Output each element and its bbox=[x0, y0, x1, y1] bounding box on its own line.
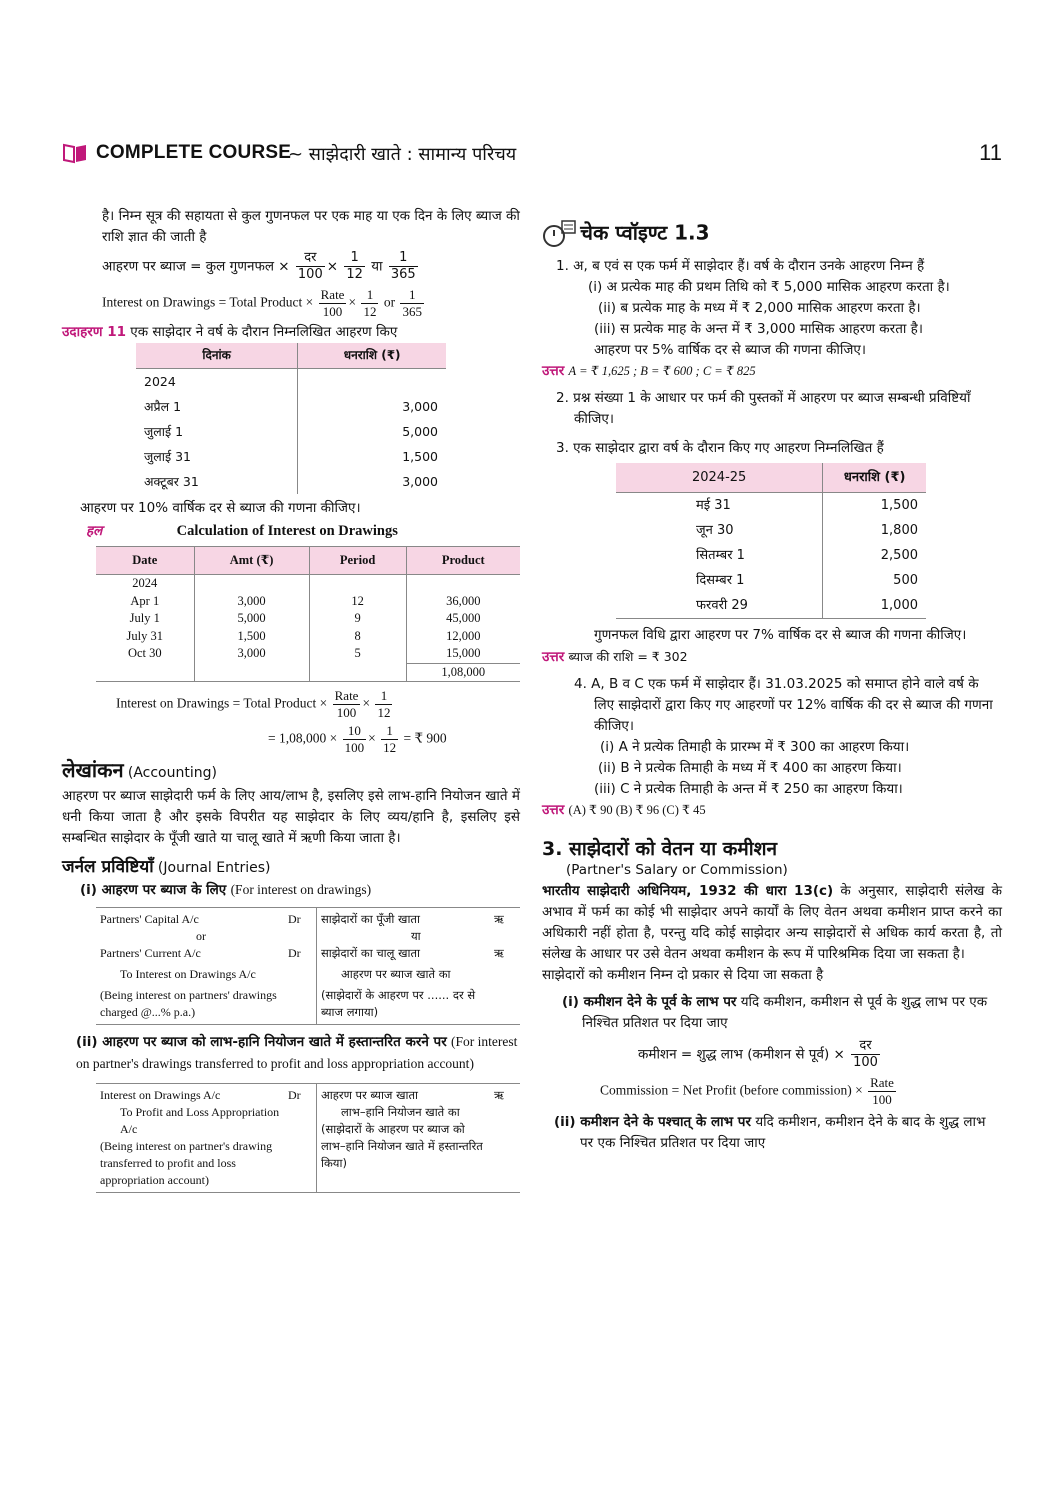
accounting-text: आहरण पर ब्याज साझेदारी फर्म के लिए आय/लाभ है, इसलिए इसे लाभ-हानि नियोजन खाते में धनी किया जाता है और इसके विपरीत यह साझेदार के लिए व्यय/हानि है, इसलिए इसे सम्बन्धित साझेदार के पूँजी खाते या चालू खाते में ऋणी किया जाता है। bbox=[62, 788, 520, 846]
question-1-item-1: (i) अ प्रत्येक माह की प्रथम तिथि को ₹ 5,000 मासिक आहरण करता है। bbox=[588, 279, 950, 295]
checkpoint-heading: चेक प्वॉइण्ट 1.3 bbox=[542, 218, 1002, 252]
solution-heading: हल Calculation of Interest on Drawings bbox=[86, 523, 398, 539]
page-header bbox=[62, 140, 1002, 170]
section-3-line: साझेदारों को कमीशन निम्न दो प्रकार से दिया जा सकता है bbox=[542, 967, 824, 983]
question-3-end: गुणनफल विधि द्वारा आहरण पर 7% वार्षिक दर से ब्याज की गणना कीजिए। bbox=[594, 627, 967, 643]
commission-1: (i) कमीशन देने के पूर्व के लाभ पर यदि कमीशन, कमीशन से पूर्व के शुद्ध लाभ पर एक निश्चित प्रतिशत पर दिया जाए bbox=[562, 994, 988, 1031]
accounting-heading: लेखांकन (Accounting) bbox=[62, 758, 217, 782]
answer-4: उत्तर (A) ₹ 90 (B) ₹ 96 (C) ₹ 45 bbox=[542, 802, 706, 818]
section-3-text: भारतीय साझेदारी अधिनियम, 1932 की धारा 13(c) के अनुसार, साझेदारी संलेख के अभाव में फर्म का कोई भी साझेदार अपने कार्यों के लिए वेतन अथवा कमीशन प्राप्त करने का अधिकारी नहीं होता है, परन्तु यदि कोई साझेदार अन्य साझेदारों से अधिक कार्य करता है, तो संलेख के आधार पर उसे वेतन अथवा कमीशन के रूप में पारिश्रमिक दिया जा सकता है। bbox=[542, 883, 1002, 962]
question-3-table: 2024-25 धनराशि (₹) मई 31 1,500 जून 30 1,800 सितम्बर 1 2,500 दिसम्बर 1 500 फरवरी 29 1,000 bbox=[616, 463, 926, 619]
question-4: 4. A, B व C एक फर्म में साझेदार हैं। 31.03.2025 को समाप्त होने वाले वर्ष के लिए साझेदारों द्वारा किए गए आहरणों पर 12% वार्षिक की दर से ब्याज की गणना कीजिए। bbox=[574, 676, 993, 734]
page-number: 11 bbox=[979, 140, 1002, 165]
commission-formula-english: Commission = Net Profit (before commission) × $\frac{\text{Rate}}{100}$ bbox=[600, 1075, 894, 1107]
question-4-item-2: (ii) B ने प्रत्येक तिमाही के मध्य में ₹ 400 का आहरण किया। bbox=[598, 760, 902, 776]
example-question: आहरण पर 10% वार्षिक दर से ब्याज की गणना कीजिए। bbox=[80, 500, 361, 516]
calc-line-1: Interest on Drawings = Total Product × $\frac{\text{Rate}}{100}$ × $\frac{1}{12}$ bbox=[116, 688, 391, 720]
question-1-item-3: (iii) स प्रत्येक माह के अन्त में ₹ 3,000 मासिक आहरण करता है। bbox=[594, 321, 923, 337]
question-4-item-1: (i) A ने प्रत्येक तिमाही के प्रारम्भ में ₹ 300 का आहरण किया। bbox=[600, 739, 910, 755]
answer-3: उत्तर ब्याज की राशि = ₹ 302 bbox=[542, 649, 688, 665]
left-column bbox=[62, 206, 520, 1193]
example-table: दिनांक धनराशि (₹) 2024 अप्रैल 1 3,000 जुलाई 1 5,000 जुलाई 31 1,500 अक्टूबर 31 3,000 bbox=[136, 343, 446, 494]
question-2: 2. प्रश्न संख्या 1 के आधार पर फर्म की पुस्तकों में आहरण पर ब्याज सम्बन्धी प्रविष्टियाँ कीजिए। bbox=[556, 390, 971, 427]
formula-english: Interest on Drawings = Total Product × $\frac{\text{Rate}}{100}$ × $\frac{1}{12}$ or $\frac{1}{365}$ bbox=[102, 287, 422, 319]
solution-table: Date Amt (₹) Period Product 2024 Apr 1 3,000 12 36,000 July 1 5,000 9 45,000 July 31 1,500 8 12,000 Oct 30 3,000 5 15,000 1,08,000 bbox=[96, 546, 520, 682]
right-column bbox=[542, 218, 1002, 1154]
calc-line-2: = 1,08,000 × $\frac{10}{100}$ × $\frac{1}{12}$ = ₹ 900 bbox=[268, 723, 447, 755]
stopwatch-icon bbox=[542, 218, 576, 248]
book-icon bbox=[62, 142, 88, 164]
example-heading: उदाहरण 11 एक साझेदार ने वर्ष के दौरान निम्नलिखित आहरण किए bbox=[62, 324, 398, 340]
section-3-heading: 3. साझेदारों को वेतन या कमीशन bbox=[542, 838, 778, 860]
journal-entry-1: Partners' Capital A/c or Partners' Current A/c To Interest on Drawings A/c (Being interest on partners' drawings charged @...% p.a.) Dr Dr साझेदारों का पूँजी खाता या साझेदारों का चालू खाता आहरण पर ब्याज खाते का (साझेदारों के आहरण पर ...... दर से ब्याज लगाया) ऋ ऋ bbox=[96, 907, 520, 1025]
question-1: 1. अ, ब एवं स एक फर्म में साझेदार हैं। वर्ष के दौरान उनके आहरण निम्न हैं bbox=[556, 258, 925, 274]
question-4-item-3: (iii) C ने प्रत्येक तिमाही के अन्त में ₹ 250 का आहरण किया। bbox=[594, 781, 903, 797]
brand-name: COMPLETE COURSE bbox=[96, 142, 292, 163]
chapter-title: ~ साझेदारी खाते : सामान्य परिचय bbox=[288, 144, 517, 165]
formula-hindi: आहरण पर ब्याज = कुल गुणनफल × $\frac{\text{दर}}{100}$ × $\frac{1}{12}$ या $\frac{1}{365}$ bbox=[102, 250, 416, 282]
question-1-item-2: (ii) ब प्रत्येक माह के मध्य में ₹ 2,000 मासिक आहरण करता है। bbox=[598, 300, 921, 316]
section-3-subheading: (Partner's Salary or Commission) bbox=[566, 862, 788, 878]
question-3: 3. एक साझेदार द्वारा वर्ष के दौरान किए गए आहरण निम्नलिखित हैं bbox=[556, 440, 884, 456]
journal-entry-2: Interest on Drawings A/c To Profit and Loss Appropriation A/c (Being interest on partner's drawing transferred to profit and loss appropriation account) Dr आहरण पर ब्याज खाता लाभ–हानि नियोजन खाते का (साझेदारों के आहरण पर ब्याज को लाभ–हानि नियोजन खाते में हस्तान्तरित किया) ऋ bbox=[96, 1083, 520, 1193]
intro-text: है। निम्न सूत्र की सहायता से कुल गुणनफल पर एक माह या एक दिन के लिए ब्याज की राशि ज्ञात की जाती है bbox=[102, 208, 520, 245]
journal-2-title: (ii) आहरण पर ब्याज को लाभ-हानि नियोजन खाते में हस्तान्तरित करने पर (For interest on partner's drawings transferred to profit and loss appropriation account) bbox=[76, 1034, 518, 1071]
commission-formula-hindi: कमीशन = शुद्ध लाभ (कमीशन से पूर्व) × $\frac{\text{दर}}{100}$ bbox=[638, 1038, 878, 1070]
journal-heading: जर्नल प्रविष्टियाँ (Journal Entries) bbox=[62, 857, 271, 877]
commission-2: (ii) कमीशन देने के पश्चात् के लाभ पर यदि कमीशन, कमीशन देने के बाद के शुद्ध लाभ पर एक निश्चित प्रतिशत पर दिया जाए bbox=[554, 1114, 986, 1151]
answer-1: उत्तर A = ₹ 1,625 ; B = ₹ 600 ; C = ₹ 825 bbox=[542, 363, 756, 379]
journal-1-title: (i) आहरण पर ब्याज के लिए (For interest on drawings) bbox=[80, 882, 372, 898]
question-1-end: आहरण पर 5% वार्षिक दर से ब्याज की गणना कीजिए। bbox=[594, 342, 867, 358]
